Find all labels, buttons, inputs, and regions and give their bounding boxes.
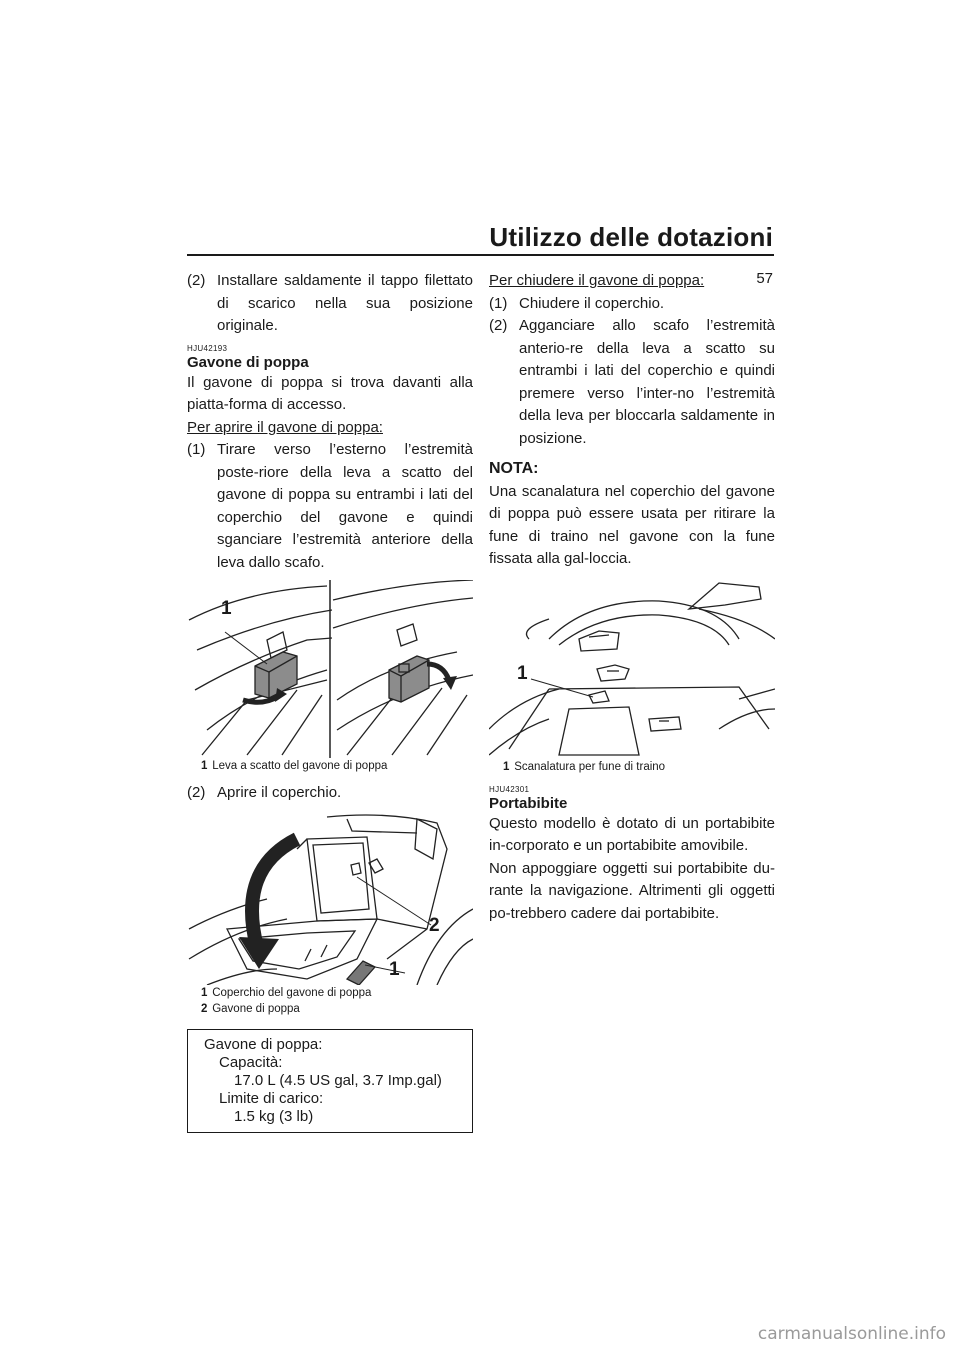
step-text: Chiudere il coperchio. <box>519 294 665 312</box>
figure-latch-lever <box>187 580 473 758</box>
open-compartment-illustration <box>187 809 473 985</box>
step-number: (1) <box>187 441 206 458</box>
section-heading-gavone: Gavone di poppa <box>187 353 309 371</box>
figure-caption-1 <box>201 985 473 1001</box>
drain-step-2 <box>187 270 473 338</box>
step-text: Tirare verso l’esterno l’estremità poste-riore della leva a scatto del gavone di poppa su entrambi i lati del coperchio del gavone e quindi sganciare l’estremità anteriore della leva dallo scafo. <box>217 441 473 571</box>
figure-tow-rope-groove <box>489 579 775 759</box>
step-text: Installare saldamente il tappo filettato di scarico nella sua posizione originale. <box>217 272 473 334</box>
step-number: (2) <box>187 272 206 289</box>
step-number: (2) <box>489 317 508 334</box>
open-step-1 <box>187 439 473 574</box>
close-step-2 <box>489 315 775 450</box>
figure-callout-1: 1 <box>389 958 400 980</box>
figure-caption-2 <box>201 1001 473 1017</box>
watermark: carmanualsonline.info <box>757 1324 946 1344</box>
caption-number: 2 <box>201 1002 208 1015</box>
header-rule <box>187 254 774 256</box>
spec-load-label: Limite di carico: <box>219 1089 324 1107</box>
note-text: Una scanalatura nel coperchio del gavone di poppa può essere usata per ritirare la fune di traino nel gavone con la fune fissata alla gal-loccia. <box>489 482 775 567</box>
step-text: Aprire il coperchio. <box>217 784 342 801</box>
caption-text: Scanalatura per fune di traino <box>514 760 666 773</box>
figure-caption <box>201 758 473 774</box>
subheading-close: Per chiudere il gavone di poppa: <box>489 272 705 289</box>
page-number: 57 <box>756 270 773 287</box>
tow-rope-groove-illustration <box>489 579 775 759</box>
figure-open-compartment <box>187 809 473 985</box>
step-number: (1) <box>489 294 508 312</box>
spec-capacity-label: Capacità: <box>219 1053 283 1071</box>
note-title: NOTA: <box>489 460 539 477</box>
section-code: HJU42193 <box>187 343 228 353</box>
left-column <box>187 270 473 1133</box>
figure-callout-2: 2 <box>429 914 440 936</box>
open-step-2 <box>187 782 473 805</box>
caption-text: Leva a scatto del gavone di poppa <box>212 760 388 772</box>
figure-callout-1: 1 <box>221 598 232 619</box>
specification-box <box>187 1029 473 1133</box>
spec-capacity-value: 17.0 L (4.5 US gal, 3.7 Imp.gal) <box>234 1071 442 1089</box>
page-title: Utilizzo delle dotazioni <box>489 222 773 252</box>
caption-text: Coperchio del gavone di poppa <box>212 986 372 999</box>
right-column <box>489 270 775 925</box>
section-code: HJU42301 <box>489 784 530 794</box>
caption-number: 1 <box>201 760 208 772</box>
section-paragraph: Non appoggiare oggetti sui portabibite du-rante la navigazione. Altrimenti gli oggetti po-trebbero cadere dai portabibite. <box>489 859 775 922</box>
close-step-1 <box>489 293 775 316</box>
caption-number: 1 <box>201 986 208 999</box>
caption-number: 1 <box>503 760 510 773</box>
section-paragraph: Questo modello è dotato di un portabibite in-corporato e un portabibite amovibile. <box>489 814 775 854</box>
step-number: (2) <box>187 784 206 801</box>
caption-text: Gavone di poppa <box>212 1002 300 1015</box>
subheading-open: Per aprire il gavone di poppa: <box>187 418 383 436</box>
step-text: Agganciare allo scafo l’estremità anterio-re della leva a scatto su entrambi i lati del coperchio e quindi premere verso l’inter-no l’estremità della leva per bloccarla saldamente in posizione. <box>519 317 775 447</box>
section-heading-portabibite: Portabibite <box>489 794 568 812</box>
figure-caption <box>503 759 775 775</box>
section-paragraph: Il gavone di poppa si trova davanti alla piatta-forma di accesso. <box>187 373 473 413</box>
spec-load-value: 1.5 kg (3 lb) <box>234 1107 314 1125</box>
figure-callout-1: 1 <box>517 662 528 684</box>
spec-title: Gavone di poppa: <box>204 1035 323 1053</box>
